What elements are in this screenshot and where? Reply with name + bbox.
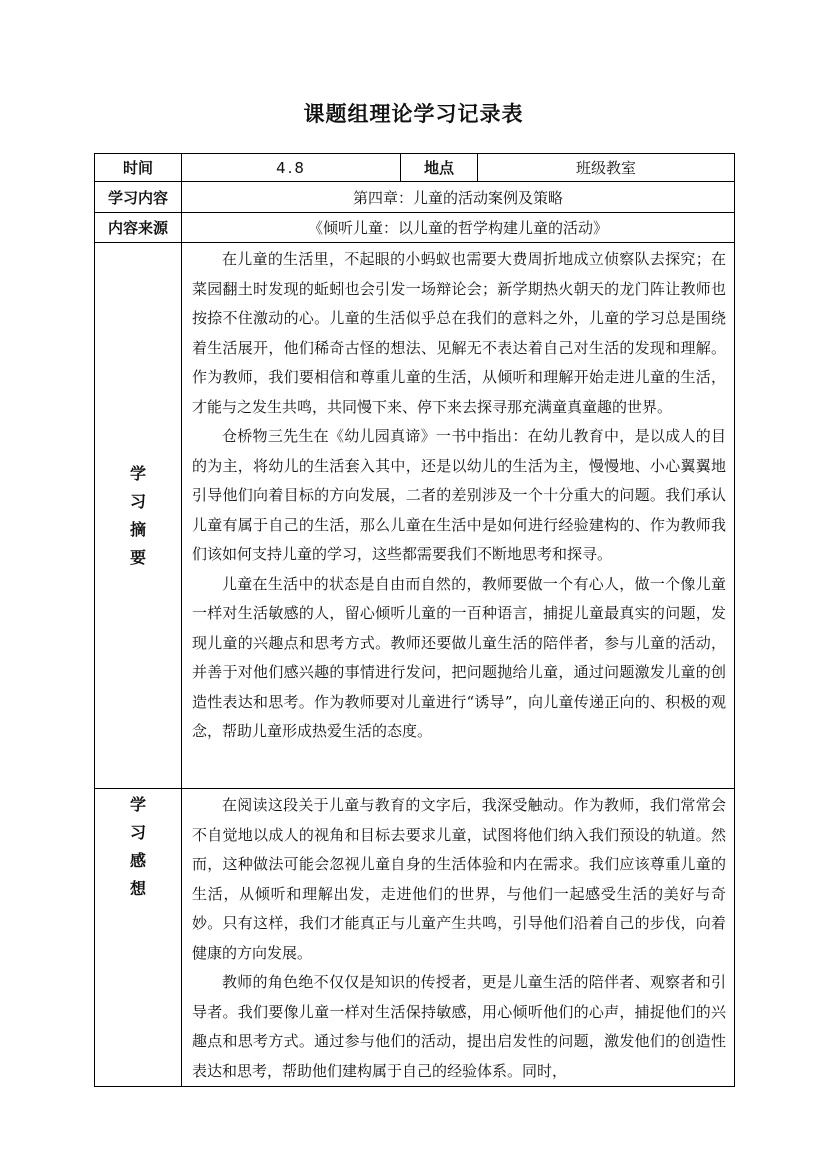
summary-label-char: 要	[129, 547, 146, 567]
source-row	[95, 213, 735, 243]
reflection-label-char: 想	[129, 879, 146, 898]
content-label: 学习内容	[95, 182, 182, 213]
reflection-paragraph: 在阅读这段关于儿童与教育的文字后，我深受触动。作为教师，我们常常会不自觉地以成人的视角和目标去要求儿童，试图将他们纳入我们预设的轨道。然而，这种做法可能会忽视儿童自身的生活体验和内在需求。我们应该尊重儿童的生活，从倾听和理解出发，走进他们的世界，与他们一起感受生活的美好与奇妙。只有这样，我们才能真正与儿童产生共鸣，引导他们沿着自己的步伐，向着健康的方向发展。	[192, 796, 726, 962]
summary-row	[95, 243, 735, 789]
summary-label-char: 学	[129, 463, 146, 483]
summary-label-char: 摘	[129, 519, 146, 539]
reflection-label	[95, 789, 182, 1087]
source-value: 《倾听儿童：以儿童的哲学构建儿童的活动》	[182, 213, 735, 243]
record-table	[94, 153, 735, 1087]
summary-label-char: 习	[129, 491, 146, 511]
reflection-label-char: 习	[129, 823, 146, 842]
content-value: 第四章：儿童的活动案例及策略	[182, 182, 735, 213]
reflection-paragraph: 教师的角色绝不仅仅是知识的传授者，更是儿童生活的陪伴者、观察者和引导者。我们要像儿童一样对生活保持敏感，用心倾听他们的心声，捕捉他们的兴趣点和思考方式。通过参与他们的活动，提出启发性的问题，激发他们的创造性表达和思考，帮助他们建构属于自己的经验体系。同时，	[192, 973, 726, 1080]
time-place-row	[95, 154, 735, 182]
time-value: 4.8	[182, 154, 401, 182]
summary-paragraph: 儿童在生活中的状态是自由而自然的，教师要做一个有心人，做一个像儿童一样对生活敏感的人，留心倾听儿童的一百种语言，捕捉儿童最真实的问题，发现儿童的兴趣点和思考方式。教师还要做儿童生活的陪伴者，参与儿童的活动，并善于对他们感兴趣的事情进行发问，把问题抛给儿童，通过问题激发儿童的创造性表达和思考。作为教师要对儿童进行“诱导”，向儿童传递正向的、积极的观念，帮助儿童形成热爱生活的态度。	[192, 574, 726, 740]
document-title: 课题组理论学习记录表	[303, 101, 524, 126]
place-value: 班级教室	[478, 154, 735, 182]
reflection-body	[182, 789, 735, 1087]
content-row	[95, 182, 735, 213]
reflection-label-char: 感	[129, 851, 146, 870]
summary-label	[95, 243, 182, 789]
summary-paragraph: 仓桥物三先生在《幼儿园真谛》一书中指出：在幼儿教育中，是以成人的目的为主，将幼儿的生活套入其中，还是以幼儿的生活为主，慢慢地、小心翼翼地引导他们向着目标的方向发展，二者的差别涉及一个十分重大的问题。我们承认儿童有属于自己的生活，那么儿童在生活中是如何进行经验建构的、作为教师我们该如何支持儿童的学习，这些都需要我们不断地思考和探寻。	[192, 427, 726, 563]
time-label: 时间	[95, 154, 182, 182]
summary-paragraph: 在儿童的生活里，不起眼的小蚂蚁也需要大费周折地成立侦察队去探究；在菜园翻土时发现的蚯蚓也会引发一场辩论会；新学期热火朝天的龙门阵让教师也按捺不住激动的心。儿童的生活似乎总在我们的意料之外，儿童的学习总是围绕着生活展开，他们稀奇古怪的想法、见解无不表达着自己对生活的发现和理解。作为教师，我们要相信和尊重儿童的生活，从倾听和理解开始走进儿童的生活，才能与之发生共鸣，共同慢下来、停下来去探寻那充满童真童趣的世界。	[192, 250, 726, 416]
reflection-row	[95, 789, 735, 1087]
reflection-label-char: 学	[129, 795, 146, 814]
source-label: 内容来源	[95, 213, 182, 243]
place-label: 地点	[401, 154, 478, 182]
summary-body	[182, 243, 735, 789]
